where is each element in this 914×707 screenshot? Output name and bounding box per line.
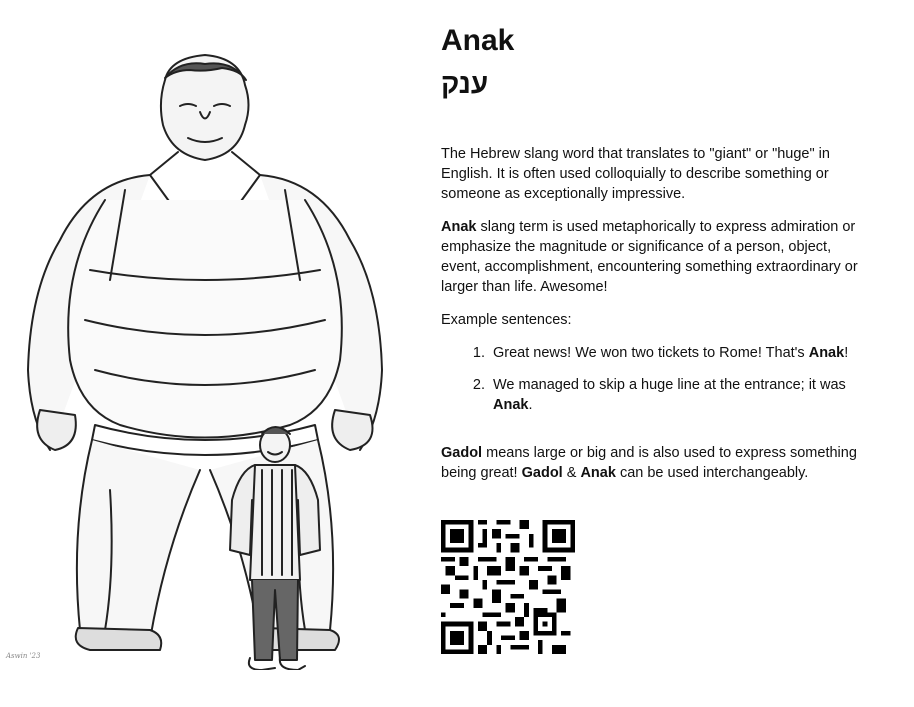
list-item — [489, 343, 871, 363]
usage-text: slang term is used metaphorically to express admiration or emphasize the magnitude or significance of a person, object, event, accomplishment, encountering something extraordinary or larger than life. Awesome! — [441, 219, 858, 295]
main-content — [441, 22, 871, 496]
example-text: We managed to skip a huge line at the entrance; it was — [493, 377, 846, 393]
page-title: Anak — [441, 24, 515, 57]
gadol-paragraph — [441, 443, 871, 483]
hebrew-word: ענק — [441, 68, 489, 99]
examples-label: Example sentences: — [441, 312, 572, 328]
usage-paragraph — [441, 217, 871, 297]
qr-code[interactable] — [441, 520, 575, 654]
gadol-term: Gadol — [521, 465, 563, 481]
example-term: Anak — [493, 397, 529, 413]
example-term: Anak — [808, 345, 845, 361]
gadol-text: & — [562, 465, 581, 481]
list-item — [489, 375, 871, 415]
artist-signature: Aswin '23 — [6, 652, 41, 660]
intro-paragraph: The Hebrew slang word that translates to "giant" or "huge" in English. It is often used colloquially to describe something or someone as exceptionally impressive. — [441, 146, 830, 202]
example-text: Great news! We won two tickets to Rome! That's — [493, 345, 809, 361]
illustration-svg — [0, 30, 420, 670]
gadol-term: Gadol — [441, 445, 483, 461]
qr-code-graphic — [441, 520, 575, 654]
example-text: . — [528, 397, 533, 413]
examples-list — [441, 343, 871, 415]
gadol-text: can be used interchangeably. — [615, 465, 809, 481]
gadol-text: means large or big and is also used to express something being great! — [441, 445, 857, 481]
usage-term: Anak — [441, 219, 477, 235]
example-text: ! — [844, 345, 849, 361]
giant-and-small-man-illustration — [0, 30, 420, 670]
anak-term: Anak — [580, 465, 616, 481]
